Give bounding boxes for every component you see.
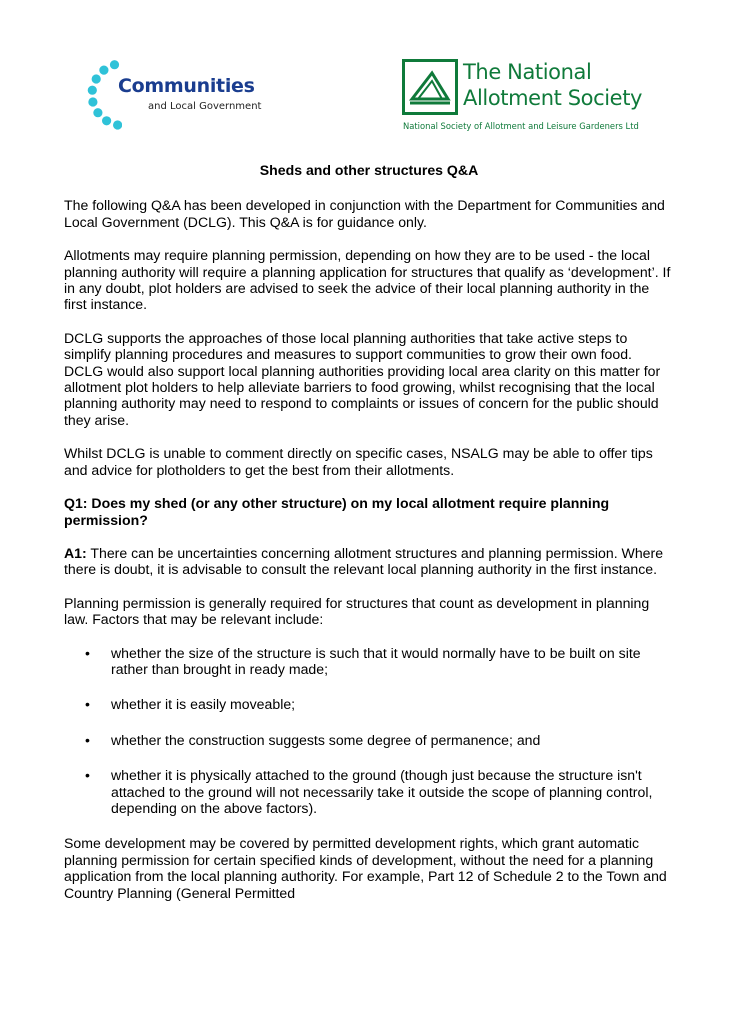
dot-ring-icon xyxy=(86,57,122,132)
clg-logo-subtitle: and Local Government xyxy=(148,101,262,112)
paragraph-nsalg-advice: Whilst DCLG is unable to comment directly on specific cases, NSALG may be able to offer tips and advice for plotholders to get the best from their allotments. xyxy=(64,445,653,478)
logo-dot xyxy=(110,60,119,69)
bullet-glyph: • xyxy=(85,767,90,784)
nas-logo-subtitle: National Society of Allotment and Leisure Gardeners Ltd xyxy=(403,121,639,131)
answer-1-label: A1: xyxy=(64,544,87,561)
list-item xyxy=(64,696,674,712)
answer-1-text: There can be uncertainties concerning allotment structures and planning permission. Where there is doubt, it is advisable to consult the relevant local planning authority in the first instance. xyxy=(64,544,664,578)
paragraph-development-factors: Planning permission is generally required for structures that count as development in planning law. Factors that may be relevant include: xyxy=(64,594,650,628)
list-item-text: whether the construction suggests some degree of permanence; and xyxy=(111,731,541,748)
communities-local-government-logo xyxy=(86,57,286,132)
bullet-glyph: • xyxy=(85,696,90,713)
paragraph-permitted-development: Some development may be covered by permitted development rights, which grant automatic planning permission for certain specified kinds of development, without the need for a planning application from the local planning authority. For example, Part 12 of Schedule 2 to the Town and Country Planning (General Permitted xyxy=(64,835,667,901)
bullet-glyph: • xyxy=(85,731,90,748)
logo-dot xyxy=(88,86,97,95)
list-item xyxy=(64,645,674,678)
paragraph-planning-permission: Allotments may require planning permission, depending on how they are to be used - the local planning authority will require a planning application for structures that qualify as ‘development’. If in any doubt, plot holders are advised to seek the advice of their local planning authority in the first instance. xyxy=(64,247,671,313)
bullet-glyph: • xyxy=(85,644,90,661)
list-item-text: whether it is easily moveable; xyxy=(111,696,296,713)
document-title: Sheds and other structures Q&A xyxy=(259,162,479,178)
logo-dot xyxy=(102,116,111,125)
nas-logo-name xyxy=(463,59,642,111)
nas-name-line-1: The National xyxy=(463,60,592,84)
logo-dot xyxy=(113,120,122,129)
logo-dot xyxy=(99,66,108,75)
national-allotment-society-logo xyxy=(400,57,700,137)
intro-paragraph: The following Q&A has been developed in conjunction with the Department for Communities and Local Government (DCLG). This Q&A is for guidance only. xyxy=(64,197,665,230)
list-item-text: whether it is physically attached to the ground (though just because the structure isn't attached to the ground will not necessarily take it outside the scope of planning control, depending on the above factors). xyxy=(111,767,653,816)
allotment-emblem-icon xyxy=(402,59,458,115)
nas-name-line-2: Allotment Society xyxy=(463,86,643,110)
paragraph-dclg-support: DCLG supports the approaches of those local planning authorities that take active steps to simplify planning procedures and measures to support communities to grow their own food. DCLG would also support local planning authorities providing local area clarity on this matter for allotment plot holders to help alleviate barriers to food growing, whilst recognising that the local planning authority may need to respond to complaints or issues of concern for the public should they arise. xyxy=(64,329,661,428)
answer-1 xyxy=(64,545,674,578)
list-item-text: whether the size of the structure is such that it would normally have to be built on site rather than brought in ready made; xyxy=(111,644,641,677)
clg-logo-name: Communities xyxy=(118,75,255,97)
list-item xyxy=(64,732,674,748)
list-item xyxy=(64,767,674,816)
logo-dot xyxy=(88,97,97,106)
question-1: Q1: Does my shed (or any other structure) on my local allotment require planning permission? xyxy=(64,495,610,528)
factors-list xyxy=(64,645,674,817)
logo-dot xyxy=(93,108,102,117)
logo-dot xyxy=(92,74,101,83)
document-body xyxy=(64,162,674,918)
